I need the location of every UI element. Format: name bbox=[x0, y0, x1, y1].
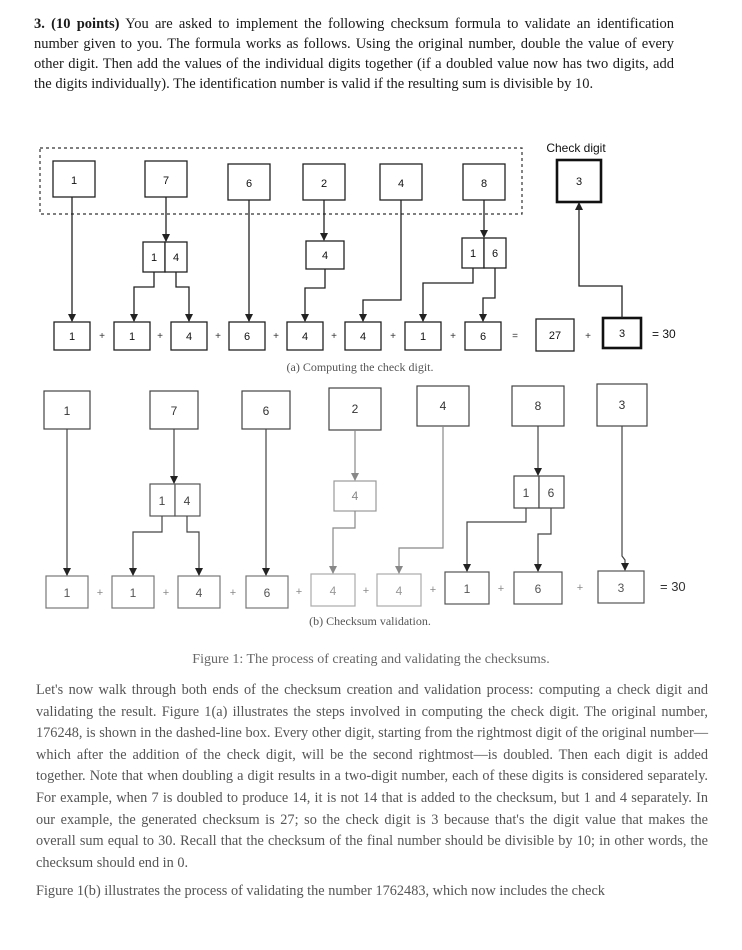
sum-term: 6 bbox=[479, 331, 487, 343]
arrow bbox=[133, 516, 162, 575]
body-paragraph: Figure 1(b) illustrates the process of validating the number 1762483, which now includes the check bbox=[36, 883, 605, 900]
digit-label: 7 bbox=[162, 175, 170, 187]
plus-sign: + bbox=[390, 331, 396, 342]
arrow bbox=[176, 272, 189, 321]
arrow bbox=[423, 268, 473, 321]
digit-label: 6 bbox=[262, 404, 270, 418]
total-label: = 30 bbox=[652, 327, 676, 341]
digit-label: 4 bbox=[397, 178, 405, 190]
doubled-digit: 4 bbox=[351, 489, 359, 503]
doubled-digit: 1 bbox=[150, 252, 158, 264]
plus-sign: + bbox=[96, 587, 104, 599]
arrow bbox=[538, 508, 551, 571]
sum-term: 4 bbox=[185, 331, 193, 343]
check-digit-label: Check digit bbox=[546, 141, 606, 155]
sum-term: 1 bbox=[129, 586, 137, 600]
doubled-digit: 4 bbox=[172, 252, 180, 264]
plus-sign: + bbox=[162, 587, 170, 599]
figure-caption: Figure 1: The process of creating and validating the checksums. bbox=[192, 652, 550, 667]
plus-sign: + bbox=[99, 331, 105, 342]
sum-term: 1 bbox=[419, 331, 427, 343]
arrow bbox=[134, 272, 154, 321]
sum-term: 6 bbox=[263, 586, 271, 600]
arrow bbox=[333, 511, 355, 573]
digit-label: 4 bbox=[439, 399, 447, 413]
digit-label: 1 bbox=[63, 404, 71, 418]
sum-term: 1 bbox=[128, 331, 136, 343]
plus-sign: + bbox=[362, 585, 370, 597]
sum-term: 4 bbox=[359, 331, 367, 343]
plus-sign: + bbox=[229, 587, 237, 599]
digit-label: 1 bbox=[70, 175, 78, 187]
sum-term: 4 bbox=[329, 584, 337, 598]
plus-sign: + bbox=[576, 582, 584, 594]
arrow bbox=[399, 426, 443, 573]
sum-term: 3 bbox=[617, 581, 625, 595]
problem-text: You are asked to implement the following checksum formula to validate an identification number given to you. The formula works as follows. Using the original number, double the value of every other digit. Then add the values of the individual digits together (if a doubled value now has two digits, add the digits individually). The identification number is valid if the resulting sum is divisible by 10. bbox=[34, 16, 675, 92]
doubled-digit: 4 bbox=[183, 494, 191, 508]
sum-term: 4 bbox=[395, 584, 403, 598]
sum-term: 1 bbox=[68, 331, 76, 343]
doubled-digit: 1 bbox=[469, 248, 477, 260]
plus-sign: + bbox=[497, 583, 505, 595]
arrow bbox=[467, 508, 526, 571]
body-text bbox=[36, 680, 708, 903]
arrow bbox=[483, 268, 495, 321]
plus-sign: + bbox=[157, 331, 163, 342]
subcaption-b: (b) Checksum validation. bbox=[309, 614, 431, 628]
sum-term: 4 bbox=[195, 586, 203, 600]
digit-label: 2 bbox=[351, 402, 359, 416]
doubled-digit: 4 bbox=[321, 250, 329, 262]
sum-term: 6 bbox=[243, 331, 251, 343]
doubled-digit: 1 bbox=[158, 494, 166, 508]
check-term: 3 bbox=[618, 328, 626, 340]
checksum-value: 27 bbox=[548, 330, 562, 342]
plus-sign: + bbox=[450, 331, 456, 342]
problem-number: 3. bbox=[34, 16, 45, 32]
digit-label: 2 bbox=[320, 178, 328, 190]
digit-label: 7 bbox=[170, 404, 178, 418]
digit-label: 8 bbox=[480, 178, 488, 190]
doubled-digit: 1 bbox=[522, 486, 530, 500]
doubled-digit: 6 bbox=[547, 486, 555, 500]
arrow bbox=[622, 426, 625, 570]
plus-sign: + bbox=[585, 331, 591, 342]
problem-points: (10 points) bbox=[51, 16, 120, 32]
arrow bbox=[579, 203, 622, 318]
equals-sign: = bbox=[512, 331, 518, 342]
dashed-number-box bbox=[40, 148, 522, 214]
subcaption-a: (a) Computing the check digit. bbox=[286, 360, 434, 374]
doubled-digit: 6 bbox=[491, 248, 499, 260]
sum-term: 6 bbox=[534, 582, 542, 596]
digit-label: 3 bbox=[618, 398, 626, 412]
arrow bbox=[305, 269, 325, 321]
arrow bbox=[187, 516, 199, 575]
sum-term: 1 bbox=[463, 582, 471, 596]
plus-sign: + bbox=[215, 331, 221, 342]
check-digit-value: 3 bbox=[575, 176, 583, 188]
plus-sign: + bbox=[273, 331, 279, 342]
total-label: = 30 bbox=[660, 579, 686, 594]
plus-sign: + bbox=[429, 584, 437, 596]
sum-term: 4 bbox=[301, 331, 309, 343]
plus-sign: + bbox=[331, 331, 337, 342]
body-paragraph: Let's now walk through both ends of the checksum creation and validation process: computing a check digit and validating the result. Figure 1(a) illustrates the steps involved in computing the check digit. The original number, 176248, is shown in the dashed-line box. Every other digit, starting from the rightmost digit of the original number—which after the addition of the check digit, will be the second rightmost—is doubled. Then each digit is added together. Note that when doubling a digit results in a two-digit number, each of these digits is considered separately. For example, when 7 is doubled to produce 14, it is not 14 that is added to the checksum, but 1 and 4 separately. In our example, the generated checksum is 27; so the check digit is 3 because that's the digit value that makes the overall sum equal to 30. Recall that the checksum of the final number should be divisible by 10; in other words, the checksum should end in 0. bbox=[36, 682, 708, 871]
plus-sign: + bbox=[295, 586, 303, 598]
sum-term: 1 bbox=[63, 586, 71, 600]
digit-label: 6 bbox=[245, 178, 253, 190]
digit-label: 8 bbox=[534, 399, 542, 413]
arrow bbox=[363, 200, 401, 321]
